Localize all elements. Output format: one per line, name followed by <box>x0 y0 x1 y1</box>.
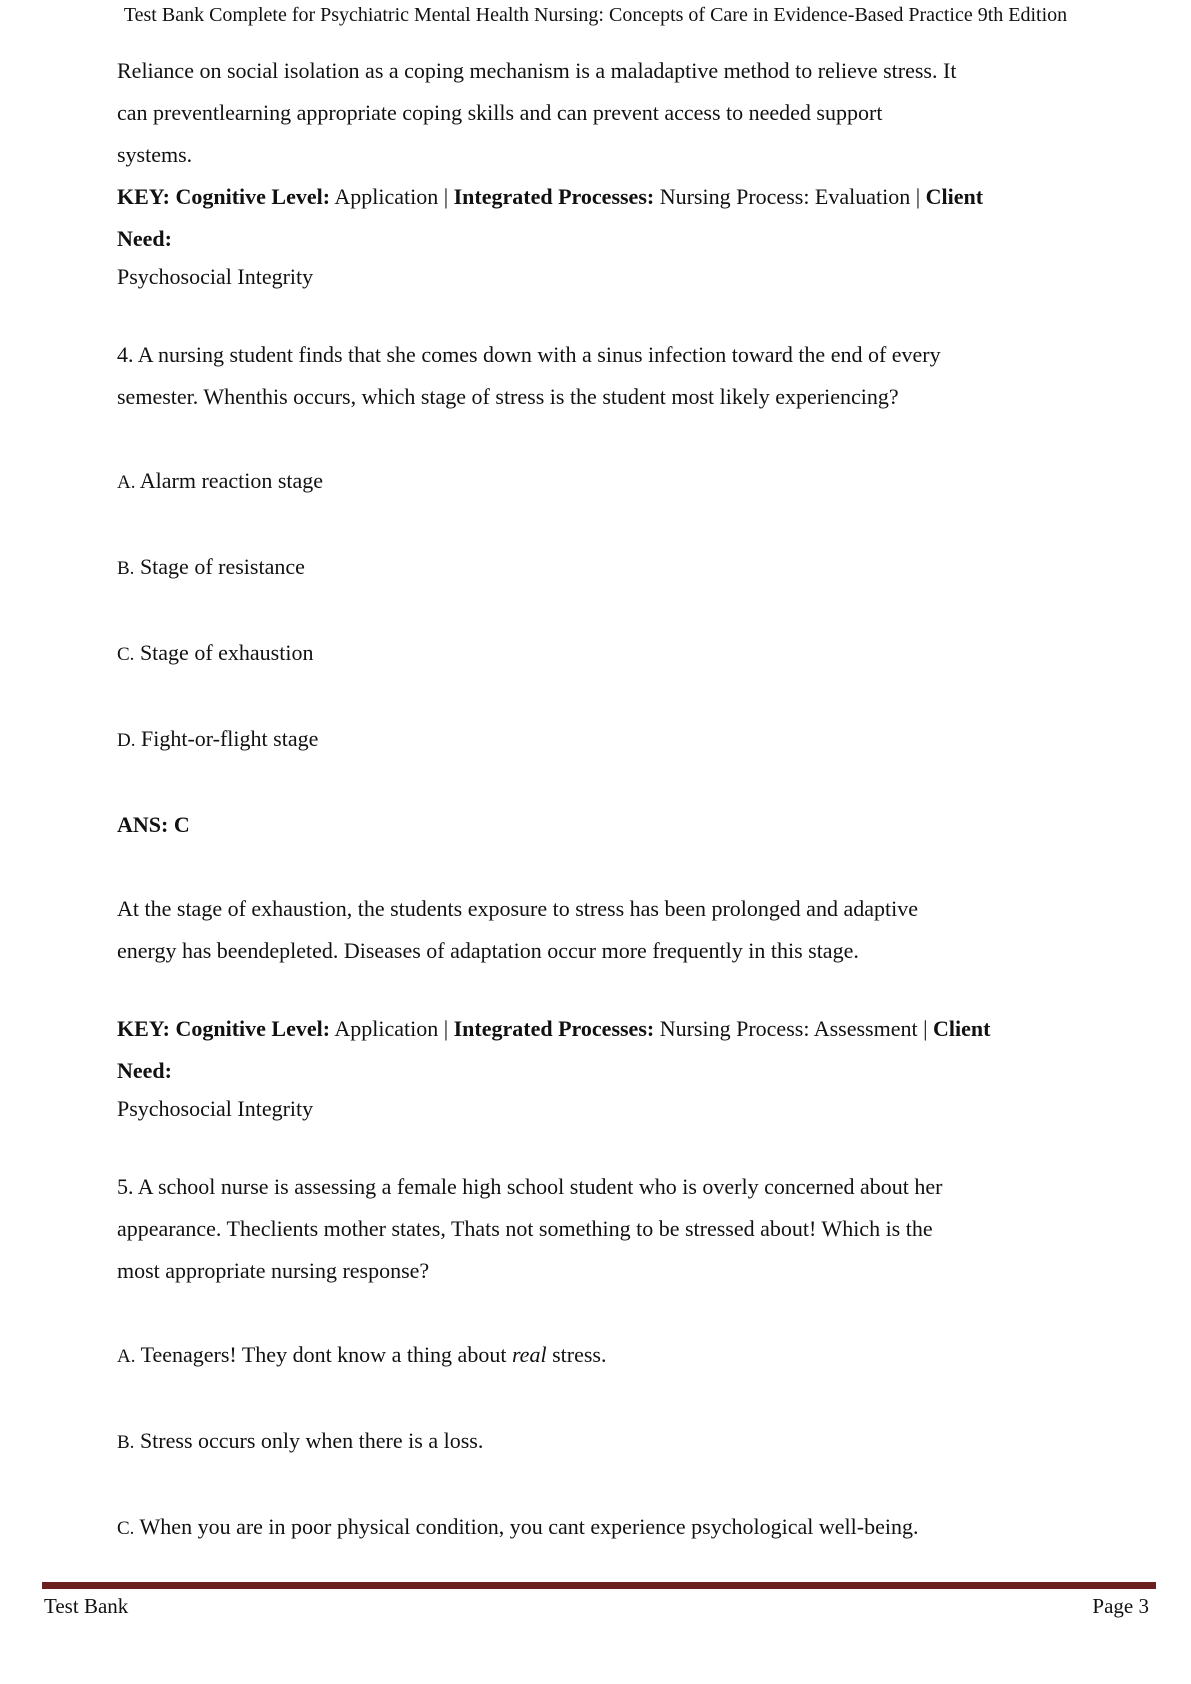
option-text: Stress occurs only when there is a loss. <box>134 1428 484 1453</box>
rationale-line: At the stage of exhaustion, the students exposure to stress has been prolonged and adaptive <box>117 896 918 921</box>
rationale-line: can preventlearning appropriate coping skills and can prevent access to needed support <box>117 100 883 125</box>
option-letter: A. <box>117 1346 136 1367</box>
option-letter: A. <box>117 472 136 493</box>
need-label: Need: <box>117 1058 172 1083</box>
document-body <box>117 50 1107 1550</box>
option-emphasis: real <box>511 1342 547 1367</box>
option-letter: C. <box>117 1518 135 1539</box>
option-letter: D. <box>117 730 136 751</box>
option-text: Stage of resistance <box>134 554 305 579</box>
option-d <box>117 718 1107 762</box>
question-line: 4. A nursing student finds that she comes down with a sinus infection toward the end of every <box>117 342 941 367</box>
option-letter: C. <box>117 644 135 665</box>
key-label: KEY: Cognitive Level: <box>117 184 331 209</box>
rationale-line: systems. <box>117 142 193 167</box>
question-line: semester. Whenthis occurs, which stage of stress is the student most likely experiencing? <box>117 384 899 409</box>
integrated-processes: Nursing Process: Evaluation | <box>654 184 926 209</box>
question-line: appearance. Theclients mother states, Thats not something to be stressed about! Which is the <box>117 1216 933 1241</box>
processes-label: Integrated Processes: <box>453 184 655 209</box>
option-c <box>117 1506 1107 1550</box>
question-line: 5. A school nurse is assessing a female high school student who is overly concerned about her <box>117 1174 943 1199</box>
option-b <box>117 546 1107 590</box>
rationale-line: energy has beendepleted. Diseases of adaptation occur more frequently in this stage. <box>117 938 859 963</box>
client-label: Client <box>925 184 984 209</box>
option-a <box>117 1334 1107 1378</box>
option-text: Fight-or-flight stage <box>135 726 319 751</box>
processes-label: Integrated Processes: <box>453 1016 655 1041</box>
footer-rule <box>42 1582 1156 1589</box>
option-b <box>117 1420 1107 1464</box>
option-text: Alarm reaction stage <box>135 468 324 493</box>
question-4 <box>117 334 1107 972</box>
key-block-2 <box>117 1008 1107 1126</box>
previous-rationale <box>117 50 1107 176</box>
answer: ANS: C <box>117 812 190 837</box>
need-label: Need: <box>117 226 172 251</box>
option-letter: B. <box>117 1432 135 1453</box>
option-text: Teenagers! They dont know a thing about <box>135 1342 512 1367</box>
page-header: Test Bank Complete for Psychiatric Mental Health Nursing: Concepts of Care in Evidence-Based Practice 9th Edition <box>123 4 1068 26</box>
client-need: Psychosocial Integrity <box>117 1096 314 1121</box>
key-block-1 <box>117 176 1107 294</box>
option-text: stress. <box>546 1342 607 1367</box>
key-label: KEY: Cognitive Level: <box>117 1016 331 1041</box>
option-letter: B. <box>117 558 135 579</box>
question-5 <box>117 1166 1107 1550</box>
rationale-line: Reliance on social isolation as a coping mechanism is a maladaptive method to relieve stress. It <box>117 58 957 83</box>
page-number: Page 3 <box>1092 1594 1149 1618</box>
question-line: most appropriate nursing response? <box>117 1258 430 1283</box>
client-need: Psychosocial Integrity <box>117 264 314 289</box>
client-label: Client <box>933 1016 991 1041</box>
cognitive-level: Application | <box>330 1016 454 1041</box>
footer-title: Test Bank <box>44 1594 129 1618</box>
option-a <box>117 460 1107 504</box>
option-text: Stage of exhaustion <box>134 640 314 665</box>
option-text: When you are in poor physical condition, you cant experience psychological well-being. <box>134 1514 919 1539</box>
cognitive-level: Application | <box>330 184 454 209</box>
option-c <box>117 632 1107 676</box>
integrated-processes: Nursing Process: Assessment | <box>654 1016 934 1041</box>
